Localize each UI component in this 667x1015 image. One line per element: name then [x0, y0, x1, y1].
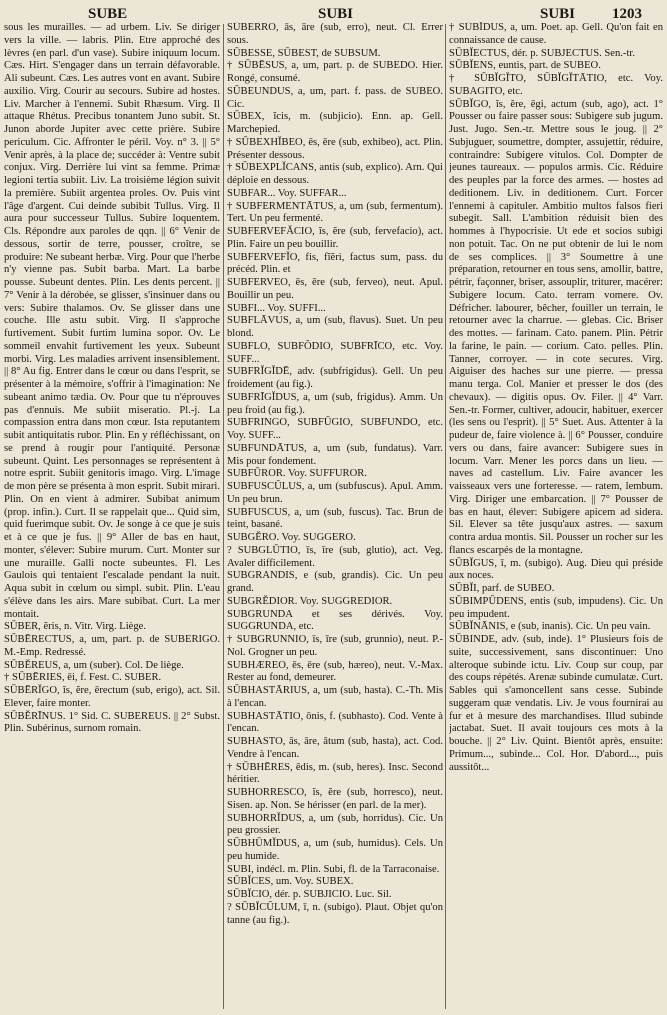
dictionary-entry: † SŪBĬGĬTO, SŪBĬGĬTĀTIO, etc. Voy. SUBAGITO, etc. [449, 73, 663, 97]
dictionary-entry: SUBFUSCŬLUS, a, um (subfuscus). Apul. Amm. Un peu brun. [227, 481, 443, 505]
dictionary-entry: SUBI, indécl. m. Plin. Subi, fl. de la Tarraconaise. [227, 863, 440, 875]
dictionary-entry: SŪBHASTĀRIUS, a, um (sub, hasta). C.-Th. Mis à l'encan. [227, 685, 443, 709]
header-left-guideword: SUBE [88, 6, 128, 22]
column-middle [227, 22, 443, 1012]
column-divider [223, 24, 224, 1009]
dictionary-entry: SUBFUNDĀTUS, a, um (sub, fundatus). Varr. Mis pour fondement. [227, 442, 443, 467]
dictionary-entry: SŪBEX, ĭcis, m. (subjicio). Enn. ap. Gell. Marchepied. [227, 111, 443, 135]
dictionary-entry: SUBFLO, SUBFŎDIO, SUBFRĪCO, etc. Voy. SUFF... [227, 340, 443, 365]
dictionary-entry: SŪBĬCIO, dér. p. SUBJICIO. Luc. Sil. [227, 889, 392, 900]
dictionary-entry: SUBHORRESCO, ĭs, ĕre (sub, horresco), neut. Sisen. ap. Non. Se hérisser (en parl. de la mer). [227, 787, 443, 811]
dictionary-entry: SUBHÆREO, ēs, ēre (sub, hæreo), neut. V.-Max. Rester au fond, demeurer. [227, 659, 443, 684]
dictionary-entry: ? SUBGLŪTIO, īs, īre (sub, glutio), act. Veg. Avaler difficilement. [227, 544, 443, 569]
dictionary-entry: ? SŪBĬCŬLUM, ī, n. (subigo). Plaut. Objet qu'on tanne (au fig.). [227, 901, 443, 926]
dictionary-entry: SŪBERRO, ās, āre (sub, erro), neut. Cl. Errer sous. [227, 22, 443, 46]
dictionary-entry: SŪBIMPŬDENS, entis (sub, impudens). Cic. Un peu impudent. [449, 595, 663, 620]
header-right-guideword: SUBI [540, 6, 576, 22]
dictionary-entry: SUBFRĪGĬDUS, a, um (sub, frigidus). Amm. Un peu froid (au fig.). [227, 391, 443, 416]
dictionary-entry: † SŪBĒRIES, ēi, f. Fest. C. SUBER. [4, 672, 162, 684]
dictionary-entry: SŪBĬGUS, ī, m. (subigo). Aug. Dieu qui préside aux noces. [449, 557, 663, 582]
dictionary-entry: SŪBĬI, parf. de SUBEO. [449, 583, 555, 594]
dictionary-entry: SŪBĔRĪNUS. 1° Sid. C. SUBEREUS. || 2° Subst. Plin. Subérinus, surnom romain. [4, 710, 220, 735]
dictionary-entry: SŪBHŪMĬDUS, a, um (sub, humidus). Cels. Un peu humide. [227, 838, 443, 862]
dictionary-entry: SUBFRĬGĬDĒ, adv. (subfrigidus). Gell. Un peu froidement (au fig.). [227, 366, 443, 390]
dictionary-entry: SUBFRINGO, SUBFŪGIO, SUBFUNDO, etc. Voy. SUFF... [227, 417, 443, 441]
dictionary-entry: SUBFERVEO, ēs, ēre (sub, ferveo), neut. Apul. Bouillir un peu. [227, 277, 443, 301]
dictionary-entry: † SŪBHĒRES, ēdis, m. (sub, heres). Insc. Second héritier. [227, 761, 443, 786]
dictionary-entry: SŪBĬCES, um. Voy. SUBEX. [227, 876, 354, 888]
page-number: 1203 [612, 6, 642, 22]
column-left [4, 22, 220, 1012]
dictionary-entry: SŪBĬNĀNIS, e (sub, inanis). Cic. Un peu vain. [449, 621, 651, 633]
dictionary-entry: † SŪBEXPLĬCANS, antis (sub, explico). Arn. Qui déploie en dessous. [227, 162, 443, 186]
dictionary-entry: SUBFERVEFĂCIO, ĭs, ĕre (sub, fervefacio), act. Plin. Faire un peu bouillir. [227, 226, 443, 250]
dictionary-entry: † SUBFERMENTĀTUS, a, um (sub, fermentum). Tert. Un peu fermenté. [227, 200, 443, 225]
dictionary-entry: SŪBĔREUS, a, um (suber). Col. De liège. [4, 659, 184, 671]
dictionary-entry: SUBGRANDIS, e (sub, grandis). Cic. Un peu grand. [227, 570, 443, 594]
dictionary-entry: SUBGĔRO. Voy. SUGGERO. [227, 532, 356, 543]
dictionary-entry: SŪBEUNDUS, a, um, part. f. pass. de SUBEO. Cic. [227, 85, 443, 110]
dictionary-entry: SUBHASTĀTIO, ōnis, f. (subhasto). Cod. Vente à l'encan. [227, 710, 443, 735]
dictionary-entry: SUBHASTO, ās, āre, ātum (sub, hasta), act. Cod. Vendre à l'encan. [227, 736, 443, 760]
column-right [449, 22, 663, 1012]
dictionary-entry: SUBFŪROR. Voy. SUFFUROR. [227, 468, 367, 480]
dictionary-entry: † SŪBĬDUS, a, um. Poet. ap. Gell. Qu'on fait en connaissance de cause. [449, 22, 663, 46]
dictionary-entry: SUBFAR... Voy. SUFFAR... [227, 187, 347, 199]
dictionary-entry: SUBFI... Voy. SUFFI... [227, 302, 326, 314]
dictionary-entry: † SŪBĒSUS, a, um, part. p. de SUBEDO. Hier. Rongé, consumé. [227, 60, 443, 84]
dictionary-entry: SŪBESSE, SŪBEST, de SUBSUM. [227, 47, 381, 59]
dictionary-entry: SŪBĒRECTUS, a, um, part. p. de SUBERIGO. M.-Emp. Redressé. [4, 634, 220, 658]
header-middle-guideword: SUBI [318, 6, 354, 22]
dictionary-entry: † SUBGRUNNIO, īs, īre (sub, grunnio), neut. P.-Nol. Grogner un peu. [227, 634, 443, 658]
dictionary-entry: † SŪBEXHĬBEO, ēs, ēre (sub, exhibeo), act. Plin. Présenter dessous. [227, 136, 443, 161]
dictionary-entry: SUBFERVEFĬO, fis, fĭĕri, factus sum, pass. du précéd. Plin. et [227, 251, 443, 276]
dictionary-entry: sous les murailles. — ad urbem. Liv. Se diriger vers la ville. — labris. Plin. Etre approché des lèvres (en parl. d'un vase). Subire iniquum locum. Cæs. Hirt. S'engager dans un terrain défavorable. Ali subeunt. Cæs. Les autres vont en avant. Subire auxilio. Virg. Courir au secours. Subire ad hostes. Liv. Marcher à l'ennemi. Subit Rhæsum. Virg. Il attaque Rhétus. Precibus tonantem Juno subit. St. Junon aborde Jupiter avec cette prière. Subire periculum. Cic. Affronter le péril. Voy. n° 3. || 5° Venir après, à la place de; succéder à: Ventre subit conjux. Virg. Derrière lui vint sa femme. Primæ legioni tertia subiit. Liv. La troisième légion suivit la première. Subiit argentea proles. Ov. Puis vint l'âge d'argent. Cui deinde subibit Tullus. Virg. Il aura pour successeur Tullus. Subire loquentem. Cls. Répondre aux paroles de qqn. || 6° Venir de dessous, sortir de terre, pousser, croître, se produire: Ne subeant herbæ. Virg. Pour que l'herbe n'y vienne pas. Subit barba. Mart. La barbe pousse. Subeunt dentes. Plin. Les dents percent. || 7° Venir à la dérobée, se glisser, s'insinuer dans ou vers: Subire thalamos. Ov. Se glisser dans une couche. Ille astu subit. Virg. Il s'approche furtivement. Subit furtim lumina sopor. Ov. Le sommeil envahit furtivement les yeux. Subeunt morbi. Virg. Les maladies arrivent insensiblement. || 8° Au fig. Entrer dans le cœur ou dans l'esprit, se présenter à la mémoire, s'offrir à l'imagination: Ne subeant animo tædia. Ov. Pour que tu n'éprouves pas d'ennuis. Me subiit miseratio. Pl.-j. La compassion entra dans mon cœur. Ista reputantem subit antiquitatis rubor. Plin. En y réfléchissant, on se prend à rougir pour l'antiquité. Personæ subeunt. Quint. Les personnages se représentent à notre esprit. Subiit genitoris imago. Virg. L'image de mon père se présenta à mon esprit. Subit mirari. Plin. On en vient à admirer. Subibat animum (prop. infin.). Curt. Il se rappelait que... Quid sim, quid fuerimque subit. Ov. Je songe à ce que je suis et à ce que je fus. || 9° Aller de bas en haut, monter, s'élever: Subire murum. Curt. Monter sur une muraille. Galli nocte subeuntes. Fl. Les Gaulois qui tentaient l'escalade pendant la nuit. Aqua subit in cœlum ou simpl. subit. Plin. L'eau s'élève dans les airs. Mare subibat. Curt. La mer montait. [4, 22, 220, 620]
dictionary-entry: SŪBĬGO, ĭs, ĕre, ēgi, actum (sub, ago), act. 1° Pousser ou faire passer sous: Subigere sub jugum. Just. Jugo. Sen.-tr. Mettre sous le joug. || 2° Subjuguer, soumettre, dompter, assujettir, réduire, contraindre: Subigere vitulos. Col. Dompter de jeunes taureaux. — populos armis. Cic. Réduire des peuples par la force des armes. — hostes ad deditionem. Liv. in deditionem. Curt. Forcer l'ennemi à capituler. Ambitio multos falsos fieri subegit. Sall. L'ambition réduisit bien des hommes à l'hypocrisie. Ut ede et socios subigi non potuit. Tac. On ne put obtenir de lui le nom de ses complices. || 3° Soumettre à une préparation, retourner en tous sens, amollir, battre, pétrir, façonner, briser, assouplir, triturer, macérer: Subigere locum. Cato. terram vomere. Ov. Défricher. labourer, bêcher, fouiller un terrain, le retourner avec la charrue. — glebas. Cic. Briser des mottes. — farinam. Cato. panem. Plin. Pétrir la farine, le pain. — corium. Cato. pelles. Plin. Tanner, corroyer. — in cote secures. Virg. Aiguiser des haches sur une pierre. — pressa manu terga. Col. Manier et presser le dos (des chevaux). — digitis opus. Ov. Filer. || 4° Varr. Sen.-tr. Former, cultiver, adoucir, habituer, exercer (les sens ou l'esprit). || 5° Suet. Aus. Attenter à la pudeur de, faire violence à. || 6° Pousser, conduire vers ou dans, faire avancer: Subigere sues in locum. Varr. Mener les porcs dans un lieu. — naves ad castellum. Liv. Faire avancer les vaisseaux vers une forteresse. — ratem, lembum. Virg. Diriger une embarcation. || 7° Pousser de bas en haut, élever: Subigere apicem ad sidera. Sil. Elever sa tête jusqu'aux astres. — saxum contra ardua montis. Sil. Pousser un rocher sur les flancs escarpés de la montagne. [449, 98, 663, 556]
dictionary-entry: SŪBĬECTUS, dér. p. SUBJECTUS. Sen.-tr. [449, 47, 635, 59]
dictionary-entry: SŪBĬENS, euntis, part. de SUBEO. [449, 60, 601, 72]
dictionary-entry: SUBFUSCUS, a, um (sub, fuscus). Tac. Brun de teint, basané. [227, 506, 443, 531]
dictionary-entry: SUBGRĔDIOR. Voy. SUGGREDIOR. [227, 595, 393, 607]
dictionary-entry: SUBHORRĬDUS, a, um (sub, horridus). Cic. Un peu grossier. [227, 812, 443, 837]
dictionary-entry: SŪBĒRĬGO, ĭs, ĕre, ērectum (sub, erigo), act. Sil. Elever, faire monter. [4, 685, 220, 709]
column-divider [445, 24, 446, 1009]
dictionary-entry: SŪBER, ĕris, n. Vitr. Virg. Liège. [4, 621, 147, 633]
dictionary-entry: SUBGRUNDA et ses dérivés. Voy. SUGGRUNDA, etc. [227, 608, 443, 633]
dictionary-entry: SŪBINDE, adv. (sub, inde). 1° Plusieurs fois de suite, successivement, sans discontinuer: Uno alteroque subinde ictu. Liv. Coup sur coup, par des coups répétés. Arenæ subinde cumulatæ. Curt. Sables qui s'amoncellent sans cesse. Subinde suggeram quæ vendatis. Liv. Je vous fournirai au fur et à mesure des marchandises. Illud subinde jactabat. Suet. Il avait toujours ces mots à la bouche. || 2° Liv. Quint. Bientôt après, ensuite: Primum..., subinde... Col. Hor. D'abord..., puis aussitôt... [449, 634, 663, 773]
dictionary-entry: SUBFLĀVUS, a, um (sub, flavus). Suet. Un peu blond. [227, 315, 443, 339]
